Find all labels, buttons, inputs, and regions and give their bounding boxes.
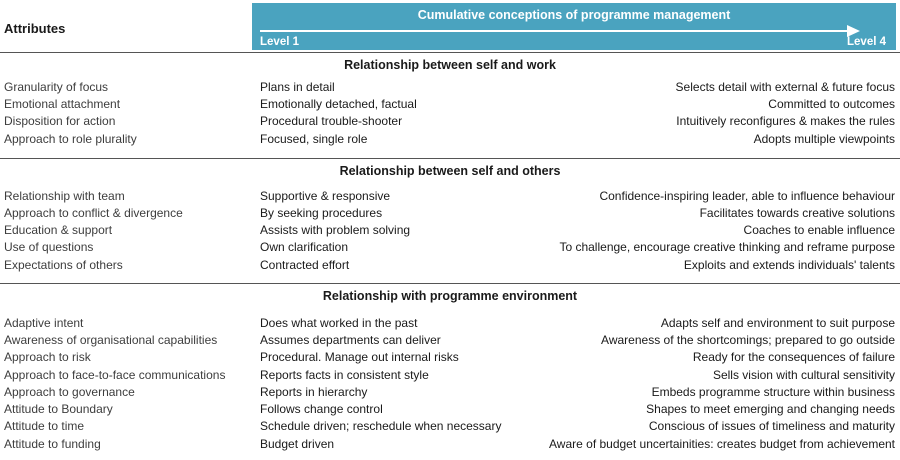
level4-cell: Embeds programme structure within business	[651, 385, 895, 399]
attribute-cell: Adaptive intent	[4, 316, 84, 330]
level1-cell: Procedural. Manage out internal risks	[260, 350, 459, 364]
level1-cell: By seeking procedures	[260, 206, 383, 220]
table-row	[0, 79, 900, 96]
attribute-cell: Granularity of focus	[4, 80, 109, 94]
table-row	[0, 205, 900, 222]
level1-cell: Reports in hierarchy	[260, 385, 368, 399]
attributes-heading: Attributes	[4, 21, 66, 36]
table-row	[0, 349, 900, 366]
level1-cell: Budget driven	[260, 437, 335, 451]
attribute-cell: Emotional attachment	[4, 97, 121, 111]
attribute-cell: Awareness of organisational capabilities	[4, 333, 218, 347]
attribute-cell: Approach to risk	[4, 350, 91, 364]
level4-cell: Aware of budget uncertainities: creates budget from achievement	[549, 437, 895, 451]
level1-cell: Assists with problem solving	[260, 223, 411, 237]
table-row	[0, 131, 900, 148]
table-row	[0, 188, 900, 205]
section-title: Relationship between self and work	[344, 58, 556, 72]
table-row	[0, 332, 900, 349]
table-row	[0, 315, 900, 332]
attribute-cell: Relationship with team	[4, 189, 125, 203]
table-row	[0, 384, 900, 401]
attribute-cell: Approach to face-to-face communications	[4, 368, 226, 382]
level1-cell: Reports facts in consistent style	[260, 368, 429, 382]
level1-cell: Does what worked in the past	[260, 316, 418, 330]
level4-cell: Exploits and extends individuals' talents	[683, 258, 895, 272]
attribute-cell: Attitude to Boundary	[4, 402, 113, 416]
level1-cell: Follows change control	[260, 402, 383, 416]
level4-cell: Selects detail with external & future focus	[675, 80, 895, 94]
section-title: Relationship with programme environment	[322, 289, 578, 303]
attribute-cell: Approach to conflict & divergence	[4, 206, 183, 220]
level4-cell: To challenge, encourage creative thinking and reframe purpose	[559, 240, 895, 254]
table-row	[0, 222, 900, 239]
table-row	[0, 436, 900, 453]
level1-cell: Assumes departments can deliver	[260, 333, 441, 347]
table-row	[0, 367, 900, 384]
level1-cell: Procedural trouble-shooter	[260, 114, 403, 128]
level4-cell: Conscious of issues of timeliness and maturity	[648, 419, 895, 433]
attribute-cell: Attitude to funding	[4, 437, 101, 451]
section-divider	[0, 158, 900, 159]
table-row	[0, 239, 900, 256]
attribute-cell: Approach to role plurality	[4, 132, 137, 146]
level1-cell: Plans in detail	[260, 80, 335, 94]
section-divider	[0, 52, 900, 53]
progression-arrow-line	[260, 30, 848, 32]
level4-cell: Awareness of the shortcomings; prepared to go outside	[601, 333, 895, 347]
table-row	[0, 96, 900, 113]
level-4-label: Level 4	[847, 36, 886, 48]
level1-cell: Schedule driven; reschedule when necessary	[260, 419, 502, 433]
level4-cell: Adopts multiple viewpoints	[753, 132, 895, 146]
level1-cell: Emotionally detached, factual	[260, 97, 417, 111]
level4-cell: Committed to outcomes	[768, 97, 895, 111]
level1-cell: Own clarification	[260, 240, 349, 254]
level1-cell: Focused, single role	[260, 132, 368, 146]
level1-cell: Contracted effort	[260, 258, 350, 272]
level4-cell: Intuitively reconfigures & makes the rules	[676, 114, 895, 128]
level4-cell: Coaches to enable influence	[743, 223, 895, 237]
level4-cell: Confidence-inspiring leader, able to influence behaviour	[599, 189, 895, 203]
level4-cell: Ready for the consequences of failure	[692, 350, 895, 364]
section-divider	[0, 283, 900, 284]
attribute-cell: Attitude to time	[4, 419, 85, 433]
section-self-work	[0, 52, 900, 152]
attribute-cell: Approach to governance	[4, 385, 135, 399]
attribute-cell: Education & support	[4, 223, 113, 237]
level1-cell: Supportive & responsive	[260, 189, 391, 203]
section-programme-environment	[0, 283, 900, 460]
banner-title: Cumulative conceptions of programme management	[417, 8, 731, 22]
level-1-label: Level 1	[260, 36, 299, 48]
attribute-cell: Use of questions	[4, 240, 94, 254]
table-row	[0, 113, 900, 130]
section-self-others	[0, 158, 900, 278]
level4-cell: Sells vision with cultural sensitivity	[712, 368, 895, 382]
level-banner	[252, 3, 896, 50]
attribute-cell: Expectations of others	[4, 258, 123, 272]
level4-cell: Facilitates towards creative solutions	[699, 206, 895, 220]
attribute-cell: Disposition for action	[4, 114, 116, 128]
table-row	[0, 418, 900, 435]
level4-cell: Adapts self and environment to suit purpose	[660, 316, 895, 330]
section-title: Relationship between self and others	[339, 164, 561, 178]
table-row	[0, 257, 900, 274]
level4-cell: Shapes to meet emerging and changing needs	[646, 402, 895, 416]
table-row	[0, 401, 900, 418]
